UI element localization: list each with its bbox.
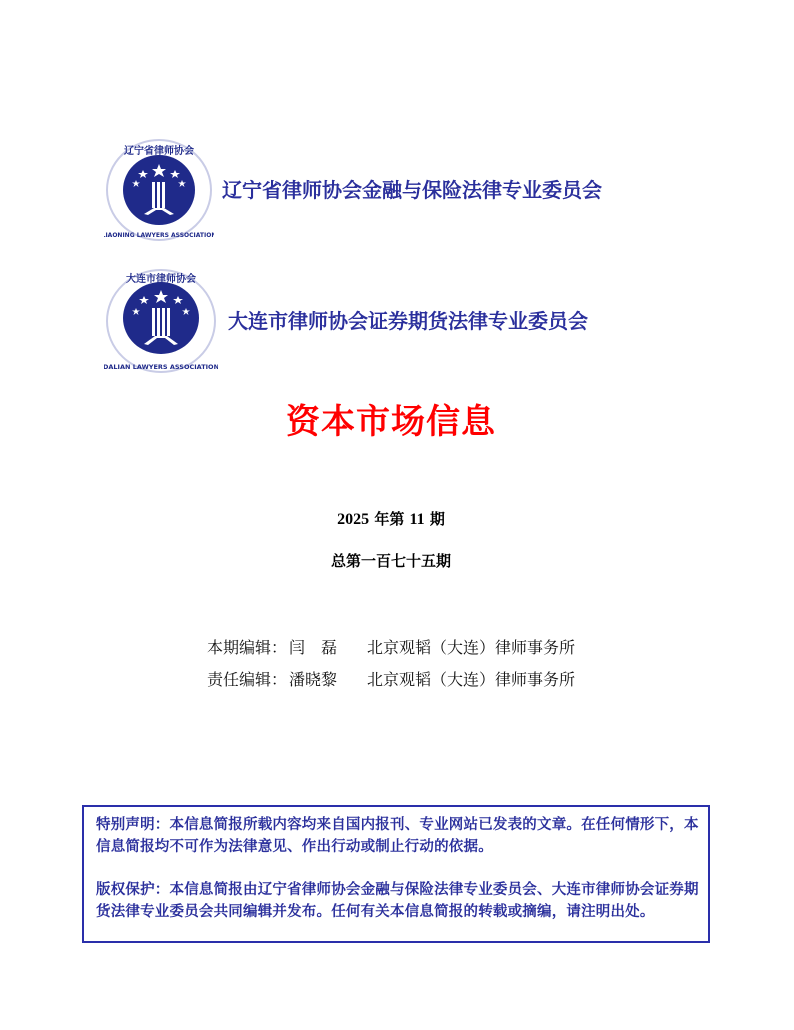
copyright-line-2: 货法律专业委员会共同编辑并发布。任何有关本信息简报的转载或摘编，请注明出处。	[96, 904, 655, 920]
svg-text:LIAONING LAWYERS ASSOCIATION: LIAONING LAWYERS ASSOCIATION	[104, 232, 214, 239]
editor-row-issue	[207, 635, 575, 658]
notice-box	[82, 805, 710, 943]
editor-name: 闫 磊	[289, 638, 338, 657]
issue-num-suffix: 期	[424, 510, 445, 528]
svg-text:DALIAN LAWYERS ASSOCIATION: DALIAN LAWYERS ASSOCIATION	[104, 363, 218, 371]
issue-num: 11	[409, 511, 425, 528]
liaoning-lawyers-association-logo-icon	[104, 138, 214, 242]
issue-year-suffix: 年第	[369, 510, 410, 528]
editor-name: 潘晓黎	[289, 670, 338, 689]
svg-text:大连市律师协会: 大连市律师协会	[126, 274, 196, 285]
svg-text:辽宁省律师协会: 辽宁省律师协会	[124, 146, 194, 157]
editor-firm: 北京观韬（大连）律师事务所	[367, 638, 576, 657]
total-issue: 总第一百七十五期	[330, 552, 451, 570]
issue-number	[0, 508, 782, 529]
editor-row-responsible	[207, 667, 575, 690]
disclaimer-line-2: 信息简报均不可作为法律意见、作出行动或制止行动的依据。	[96, 839, 493, 855]
editor-label: 本期编辑：	[207, 638, 288, 657]
editor-firm: 北京观韬（大连）律师事务所	[367, 670, 576, 689]
editor-label: 责任编辑：	[207, 670, 288, 689]
dalian-lawyers-association-logo	[104, 268, 218, 374]
liaoning-lawyers-association-logo	[104, 138, 214, 242]
org-name-dalian: 大连市律师协会证券期货法律专业委员会	[228, 309, 588, 333]
issue-year: 2025	[337, 511, 370, 528]
dalian-lawyers-association-logo-icon	[104, 268, 218, 374]
copyright-line-1: 版权保护：本信息简报由辽宁省律师协会金融与保险法律专业委员会、大连市律师协会证券期	[96, 882, 699, 898]
disclaimer-line-1: 特别声明：本信息简报所载内容均来自国内报刊、专业网站已发表的文章。在任何情形下，本	[96, 817, 699, 833]
org-name-liaoning: 辽宁省律师协会金融与保险法律专业委员会	[222, 178, 602, 202]
document-title: 资本市场信息	[286, 402, 496, 442]
